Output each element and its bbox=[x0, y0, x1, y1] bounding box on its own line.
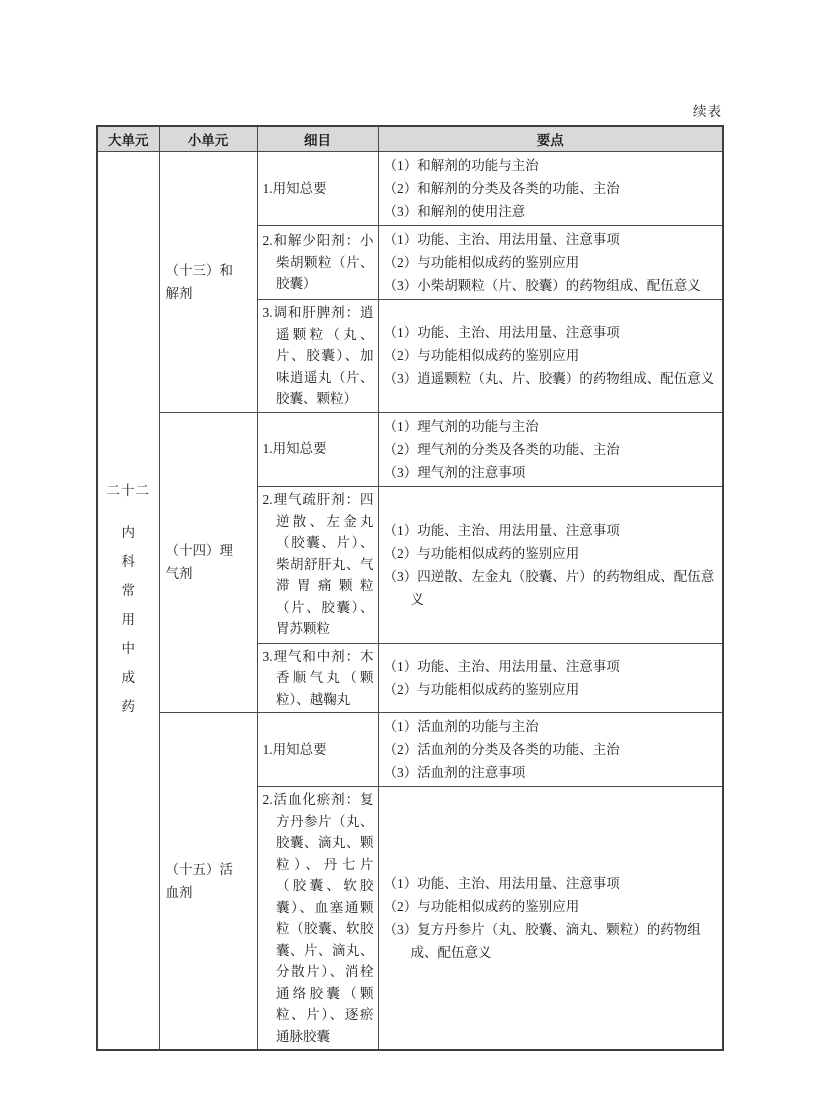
point-item: （2）理气剂的分类及各类的功能、主治 bbox=[383, 441, 620, 457]
col-header-minor-unit: 小单元 bbox=[159, 126, 257, 152]
point-item: （3）四逆散、左金丸（胶囊、片）的药物组成、配伍意义 bbox=[383, 568, 715, 607]
detail-text: 1.用知总要 bbox=[262, 180, 327, 196]
detail-cell bbox=[257, 226, 378, 300]
detail-text: 1.用知总要 bbox=[262, 741, 327, 757]
points-cell bbox=[378, 152, 723, 226]
continued-table-label: 续表 bbox=[693, 104, 722, 119]
point-item: （2）活血剂的分类及各类的功能、主治 bbox=[383, 742, 620, 757]
point-item: （2）与功能相似成药的鉴别应用 bbox=[383, 545, 580, 561]
minor-unit-cell: （十三）和解剂 bbox=[159, 152, 257, 413]
detail-cell bbox=[257, 787, 378, 1051]
point-item: （3）逍遥颗粒（丸、片、胶囊）的药物组成、配伍意义 bbox=[383, 371, 715, 387]
detail-text: 2.和解少阳剂：小柴胡颗粒（片、胶囊） bbox=[262, 233, 374, 292]
major-unit-name-char: 药 bbox=[121, 699, 135, 714]
point-item: （1）功能、主治、用法用量、注意事项 bbox=[383, 522, 620, 538]
header-row bbox=[97, 126, 723, 152]
point-item: （2）与功能相似成药的鉴别应用 bbox=[383, 348, 580, 364]
detail-cell bbox=[257, 713, 378, 787]
point-item: （1）功能、主治、用法用量、注意事项 bbox=[383, 325, 620, 341]
major-unit-cell bbox=[97, 152, 159, 1051]
point-item: （1）功能、主治、用法用量、注意事项 bbox=[383, 876, 620, 891]
minor-unit-cell: （十四）理气剂 bbox=[159, 412, 257, 713]
points-cell bbox=[378, 412, 723, 486]
point-item: （1）和解剂的功能与主治 bbox=[383, 158, 539, 173]
minor-unit-cell: （十五）活血剂 bbox=[159, 713, 257, 1051]
major-unit-number: 二十二 bbox=[106, 483, 150, 498]
detail-cell bbox=[257, 486, 378, 643]
point-item: （3）和解剂的使用注意 bbox=[383, 204, 526, 219]
detail-cell bbox=[257, 643, 378, 713]
detail-text: 3.调和肝脾剂：逍遥颗粒（丸、片、胶囊）、加味逍遥丸（片、胶囊、颗粒） bbox=[262, 305, 374, 406]
points-cell bbox=[378, 643, 723, 713]
point-item: （1）功能、主治、用法用量、注意事项 bbox=[383, 658, 620, 674]
col-header-detail: 细目 bbox=[257, 126, 378, 152]
point-item: （3）小柴胡颗粒（片、胶囊）的药物组成、配伍意义 bbox=[383, 278, 701, 293]
detail-text: 2.理气疏肝剂：四逆散、左金丸（胶囊、片）、柴胡舒肝丸、气滞胃痛颗粒（片、胶囊）、胃苏颗粒 bbox=[262, 492, 374, 637]
detail-text: 1.用知总要 bbox=[262, 441, 327, 457]
table-body bbox=[97, 152, 723, 1051]
major-unit-name-char: 内 bbox=[121, 525, 135, 540]
detail-cell bbox=[257, 300, 378, 413]
point-item: （2）与功能相似成药的鉴别应用 bbox=[383, 899, 580, 914]
major-unit-name-char: 成 bbox=[121, 670, 135, 685]
points-cell bbox=[378, 787, 723, 1051]
point-item: （3）活血剂的注意事项 bbox=[383, 765, 526, 780]
detail-text: 3.理气和中剂：木香顺气丸（颗粒）、越鞠丸 bbox=[262, 648, 374, 707]
table-row bbox=[97, 713, 723, 787]
table-row bbox=[97, 152, 723, 226]
points-cell bbox=[378, 300, 723, 413]
points-cell bbox=[378, 486, 723, 643]
major-unit-name-char: 科 bbox=[121, 554, 135, 569]
major-unit-name-char: 常 bbox=[121, 583, 135, 598]
point-item: （1）功能、主治、用法用量、注意事项 bbox=[383, 232, 620, 247]
detail-text: 2.活血化瘀剂：复方丹参片（丸、胶囊、滴丸、颗粒）、丹七片（胶囊、软胶囊）、血塞通颗粒（胶囊、软胶囊、片、滴丸、分散片）、消栓通络胶囊（颗粒、片）、逐瘀通脉胶囊 bbox=[262, 792, 374, 1044]
major-unit-name-char: 中 bbox=[121, 641, 135, 656]
point-item: （2）与功能相似成药的鉴别应用 bbox=[383, 255, 580, 270]
syllabus-table bbox=[96, 125, 724, 1051]
table-row bbox=[97, 412, 723, 486]
point-item: （3）复方丹参片（丸、胶囊、滴丸、颗粒）的药物组成、配伍意义 bbox=[383, 922, 701, 960]
point-item: （1）活血剂的功能与主治 bbox=[383, 719, 539, 734]
col-header-major-unit: 大单元 bbox=[97, 126, 159, 152]
col-header-points: 要点 bbox=[378, 126, 723, 152]
point-item: （2）与功能相似成药的鉴别应用 bbox=[383, 681, 580, 697]
point-item: （3）理气剂的注意事项 bbox=[383, 464, 526, 480]
point-item: （1）理气剂的功能与主治 bbox=[383, 418, 539, 434]
points-cell bbox=[378, 226, 723, 300]
major-unit-name-char: 用 bbox=[121, 612, 135, 627]
points-cell bbox=[378, 713, 723, 787]
detail-cell bbox=[257, 412, 378, 486]
point-item: （2）和解剂的分类及各类的功能、主治 bbox=[383, 181, 620, 196]
detail-cell bbox=[257, 152, 378, 226]
